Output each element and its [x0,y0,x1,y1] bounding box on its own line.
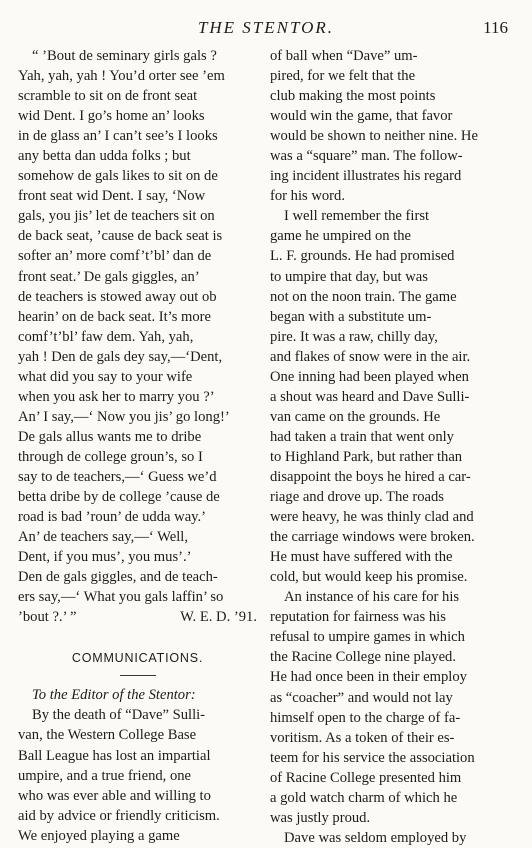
poem-line: ers say,—‘ What you gals laffin’ so [18,589,224,606]
poem-line: An’ de teachers say,—‘ Well, [18,529,188,546]
letter-line: By the death of “Dave” Sulli- [32,707,206,724]
body-line: L. F. grounds. He had promised [270,248,455,265]
poem-line: any betta dan udda folks ; but [18,148,191,165]
poem-line: hearin’ on de back seat. It’s more [18,308,212,325]
poem-line: Den de gals giggles, and de teach- [18,569,218,586]
poem-line: yah ! Den de gals dey say,—‘Dent, [18,348,223,365]
body-line: himself open to the charge of fa- [270,709,461,726]
poem-line: say to de teachers,—‘ Guess we’d [18,468,217,485]
body-line: An instance of his care for his [284,589,460,606]
poem-line: somehow de gals likes to sit on de [18,168,218,185]
poem-line: comf’t’bl’ faw dem. Yah, yah, [18,328,194,345]
page-header [0,16,532,38]
poem-line: de back seat, ’cause de back seat is [18,228,223,245]
body-line: to Highland Park, but rather than [270,448,463,465]
poem-author: W. E. D. ’91. [180,609,257,626]
poem-line: road is bad ’roun’ de udda way.’ [18,509,207,526]
body-line: ing incident illustrates his regard [270,168,462,185]
body-line: riage and drove up. The roads [270,489,444,506]
body-line: voritism. As a token of their es- [270,729,455,746]
body-line: One inning had been played when [270,368,469,385]
body-line: were heavy, he was thinly clad and [270,509,474,526]
body-line: disappoint the boys he hired a car- [270,468,471,485]
body-line: and flakes of snow were in the air. [270,348,471,365]
right-column [270,46,510,848]
poem-line: front seat wid Dent. I say, ‘Now [18,188,206,205]
letter-line: van, the Western College Base [18,727,197,744]
body-line: pired, for we felt that the [270,68,416,85]
letter-line: umpire, and a true friend, one [18,767,192,784]
body-line: club making the most points [270,88,436,105]
letter-line: who was ever able and willing to [18,787,211,804]
body-line: refusal to umpire games in which [270,629,465,646]
poem-line: “ ’Bout de seminary girls gals ? [32,48,217,64]
section-divider [120,675,156,676]
body-line: van came on the grounds. He [270,408,441,425]
body-line: the Racine College nine played. [270,649,457,666]
poem-line: Dent, if you mus’, you mus’.’ [18,549,192,566]
body-line: the carriage windows were broken. [270,529,475,546]
body-line: He had once been in their employ [270,669,467,686]
section-heading: COMMUNICATIONS. [71,651,204,666]
letter-line: We enjoyed playing a game [18,827,180,844]
body-line: was a “square” man. The follow- [270,148,463,165]
letter-body [18,705,257,845]
body-line: cold, but would keep his promise. [270,569,468,586]
letter-line: Ball League has lost an impartial [18,747,211,764]
body-line: would be shown to neither nine. He [270,128,478,145]
body-line: a shout was heard and Dave Sulli- [270,388,470,405]
body-line: as “coacher” and would not lay [270,689,453,706]
poem-line: softer an’ more comf’t’bl’ dan de [18,248,212,265]
body-line: game he umpired on the [270,228,412,245]
poem-line: when you ask her to marry you ?’ [18,388,215,405]
body-line: began with a substitute um- [270,308,432,325]
body-line: teem for his service the association [270,749,475,766]
letter-salutation: To the Editor of the Stentor: [32,687,196,704]
poem-line: scramble to sit on de front seat [18,88,198,105]
body-line: He must have suffered with the [270,549,453,566]
body-line: for his word. [270,188,345,205]
body-line: of ball when “Dave” um- [270,48,418,64]
body-line: Dave was seldom employed by [284,829,467,846]
body-line: to umpire that day, but was [270,268,428,285]
body-line: of Racine College presented him [270,769,462,786]
running-title: THE STENTOR. [197,18,335,37]
poem-line: front seat.’ De gals giggles, an’ [18,268,200,285]
body-line: pire. It was a raw, chilly day, [270,328,438,345]
poem-closing: ’bout ?.’ ” [18,609,77,626]
poem-line: in de glass an’ I can’t see’s I looks [18,128,218,145]
poem-line: gals, you jis’ let de teachers sit on [18,208,215,225]
poem-line: An’ I say,—‘ Now you jis’ go long!’ [18,408,230,425]
page-number: 116 [483,18,508,37]
body-line: reputation for fairness was his [270,609,446,626]
poem-line: betta dribe by de college ’cause de [18,489,220,506]
poem-line: what did you say to your wife [18,368,193,385]
letter-line: aid by advice or friendly criticism. [18,807,220,824]
dialect-poem [18,46,257,627]
poem-line: through de college groun’s, so I [18,448,203,465]
poem-signature-line [18,607,257,627]
poem-line: de teachers is stowed away out ob [18,288,217,305]
poem-line: Yah, yah, yah ! You’d orter see ’em [18,68,225,85]
body-line: I well remember the first [284,208,430,225]
body-line: not on the noon train. The game [270,288,457,305]
body-line: a gold watch charm of which he [270,789,458,806]
body-line: would win the game, that favor [270,108,453,125]
body-line: was justly proud. [270,809,371,826]
body-line: had taken a train that went only [270,428,454,445]
poem-line: De gals allus wants me to dribe [18,428,202,445]
poem-line: wid Dent. I go’s home an’ looks [18,108,205,125]
left-column [18,46,257,846]
